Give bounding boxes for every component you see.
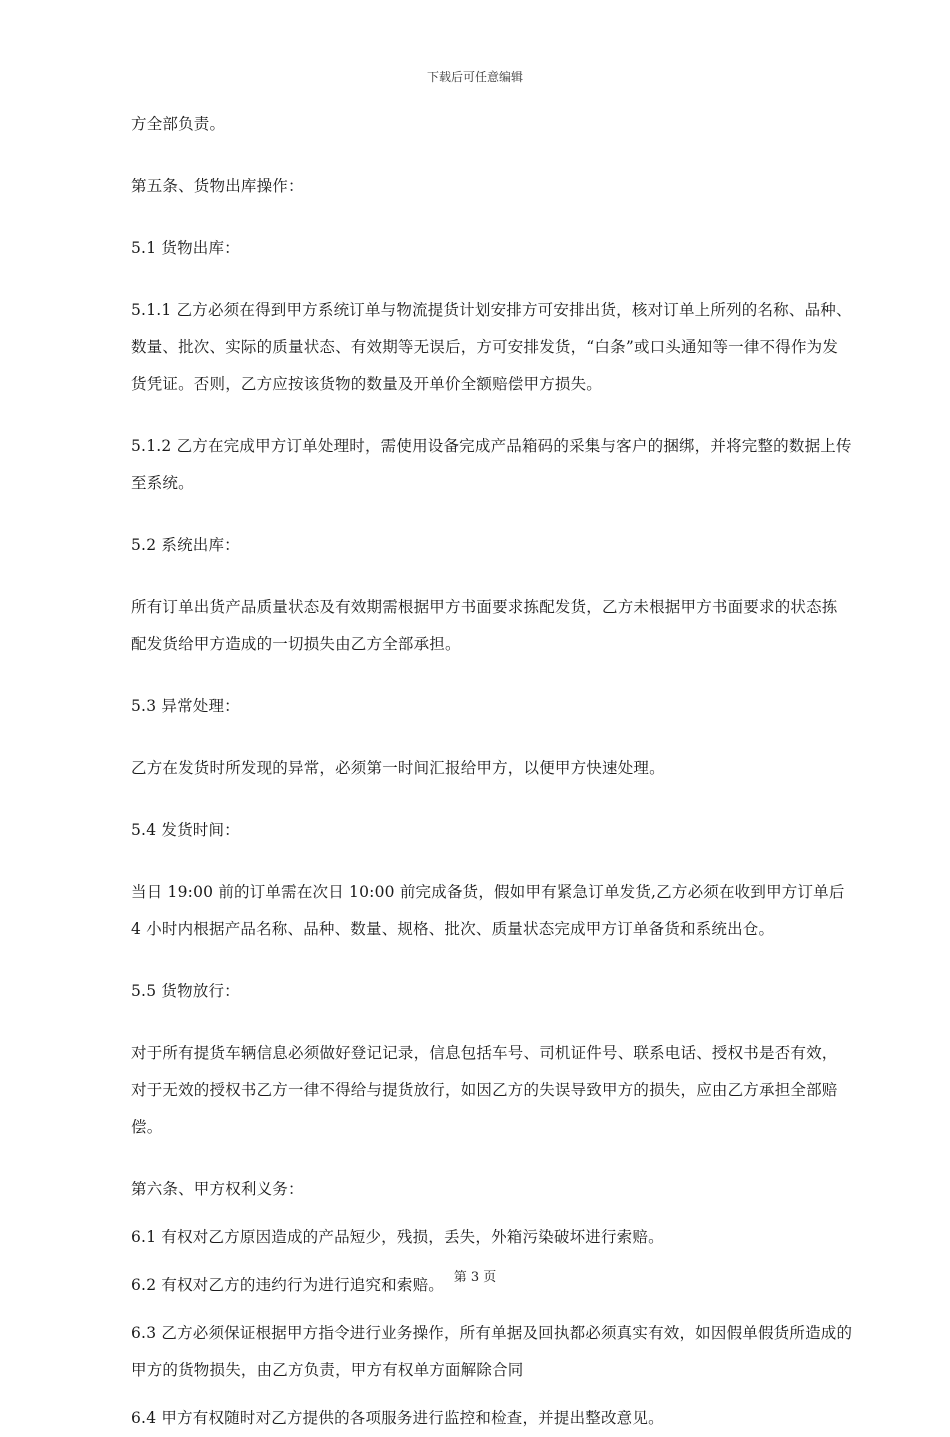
paragraph: 对于所有提货车辆信息必须做好登记记录，信息包括车号、司机证件号、联系电话、授权书是否有效，对于无效的授权书乙方一律不得给与提货放行，如因乙方的失误导致甲方的损失，应由乙方承担全部赔偿。 <box>131 1044 838 1136</box>
subsection-heading: 5.2 系统出库： <box>131 536 240 554</box>
paragraph: 5.1.2 乙方在完成甲方订单处理时，需使用设备完成产品箱码的采集与客户的捆绑，并将完整的数据上传至系统。 <box>131 437 852 492</box>
paragraph: 乙方在发货时所发现的异常，必须第一时间汇报给甲方，以便甲方快速处理。 <box>131 759 665 777</box>
subsection-heading: 5.4 发货时间： <box>131 821 240 839</box>
paragraph: 5.1.1 乙方必须在得到甲方系统订单与物流提货计划安排方可安排出货，核对订单上所列的名称、品种、数量、批次、实际的质量状态、有效期等无误后，方可安排发货，“白条”或口头通知等一律不得作为发货凭证。否则，乙方应按该货物的数量及开单价全额赔偿甲方损失。 <box>131 301 852 393</box>
paragraph: 6.3 乙方必须保证根据甲方指令进行业务操作，所有单据及回执都必须真实有效，如因假单假货所造成的甲方的货物损失，由乙方负责，甲方有权单方面解除合同 <box>131 1324 853 1379</box>
subsection-heading: 5.1 货物出库： <box>131 239 240 257</box>
paragraph: 6.4 甲方有权随时对乙方提供的各项服务进行监控和检查，并提出整改意见。 <box>131 1409 664 1427</box>
paragraph: 方全部负责。 <box>131 115 226 133</box>
paragraph: 所有订单出货产品质量状态及有效期需根据甲方书面要求拣配发货，乙方未根据甲方书面要求的状态拣配发货给甲方造成的一切损失由乙方全部承担。 <box>131 598 838 653</box>
paragraph: 当日 19:00 前的订单需在次日 10:00 前完成备货，假如甲有紧急订单发货,乙方必须在收到甲方订单后 4 小时内根据产品名称、品种、数量、规格、批次、质量状态完成甲方订单备货和系统出仓。 <box>131 883 845 938</box>
paragraph: 6.2 有权对乙方的违约行为进行追究和索赔。 <box>131 1276 444 1294</box>
paragraph: 6.1 有权对乙方原因造成的产品短少，残损，丢失，外箱污染破坏进行索赔。 <box>131 1228 664 1246</box>
section-heading: 第五条、货物出库操作： <box>131 177 304 195</box>
subsection-heading: 5.3 异常处理： <box>131 697 240 715</box>
document-body <box>131 106 853 1437</box>
subsection-heading: 5.5 货物放行： <box>131 982 240 1000</box>
section-heading: 第六条、甲方权利义务： <box>131 1180 304 1198</box>
page-number: 第 3 页 <box>453 1270 497 1285</box>
page-header: 下载后可任意编辑 <box>426 70 523 84</box>
